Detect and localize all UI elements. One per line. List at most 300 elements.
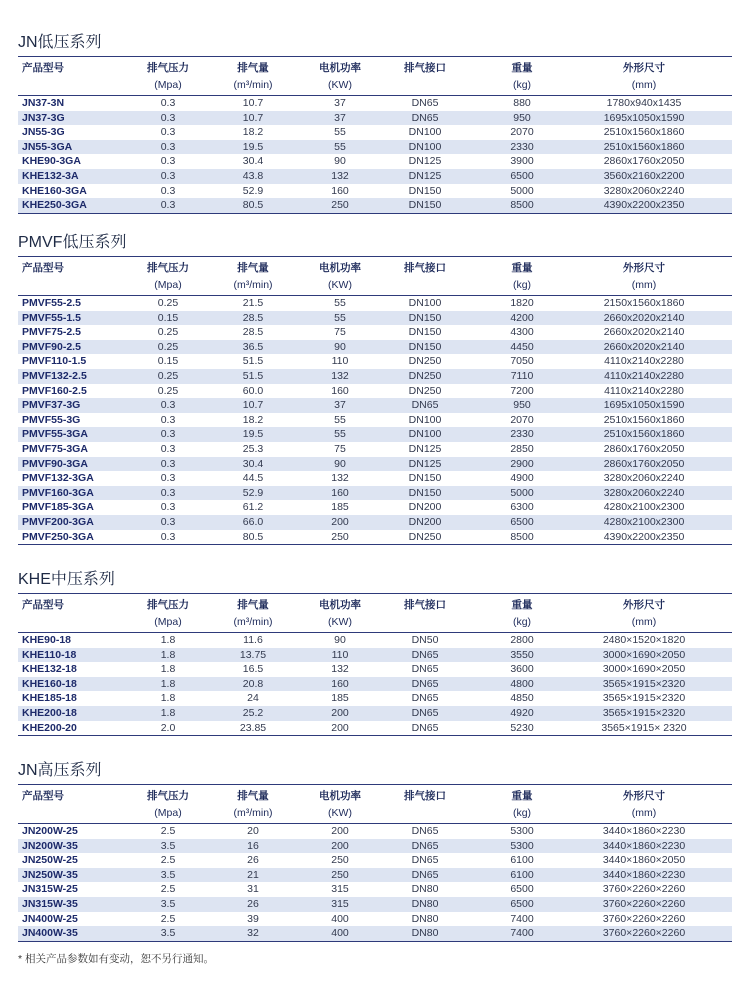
model-cell: PMVF55-2.5 (22, 297, 81, 309)
table-row (18, 169, 732, 184)
value-cell: DN125 (408, 169, 442, 182)
header-cell: 排气接口 (404, 262, 446, 274)
value-cell: 4300 (510, 326, 534, 339)
value-cell: 31 (247, 883, 259, 896)
value-cell: DN80 (411, 897, 439, 910)
value-cell: 0.3 (160, 140, 176, 153)
value-cell: 3565×1915×2320 (602, 692, 686, 705)
value-cell: 3760×2260×2260 (602, 927, 686, 940)
value-cell: 2330 (510, 428, 534, 441)
header-cell: 重量 (511, 790, 533, 802)
value-cell: 0.25 (157, 340, 179, 353)
value-cell: 4800 (510, 677, 534, 690)
model-cell: PMVF55-1.5 (22, 311, 81, 324)
value-cell: 3280x2060x2240 (603, 486, 685, 499)
value-cell: 16.5 (242, 663, 264, 676)
table-row (18, 325, 732, 340)
section-title: KHE中压系列 (18, 571, 115, 588)
table-header (18, 56, 732, 96)
table-row (18, 486, 732, 501)
table-row (18, 311, 732, 326)
value-cell: DN65 (411, 663, 439, 676)
table-header (18, 784, 732, 824)
header-unit: (mm) (631, 79, 657, 91)
model-cell: JN55-3G (22, 126, 65, 139)
value-cell: 5230 (510, 721, 534, 734)
value-cell: 7050 (510, 355, 534, 368)
model-cell: PMVF185-3GA (22, 501, 94, 514)
value-cell: 10.7 (242, 97, 264, 109)
model-cell: JN200W-35 (22, 839, 78, 852)
table-row (18, 897, 732, 912)
value-cell: DN200 (408, 515, 442, 528)
value-cell: 200 (331, 706, 349, 719)
value-cell: 3565×1915×2320 (602, 677, 686, 690)
value-cell: 3.5 (160, 897, 176, 910)
value-cell: 200 (331, 515, 349, 528)
footnote: * 相关产品参数如有变动，恕不另行通知。 (18, 953, 215, 965)
value-cell: 2660x2020x2140 (603, 311, 685, 324)
model-cell: KHE200-18 (22, 706, 77, 719)
value-cell: 3000×1690×2050 (602, 663, 686, 676)
header-unit: (m³/min) (233, 616, 273, 628)
header-unit: (KW) (328, 279, 352, 291)
value-cell: 3440×1860×2230 (602, 825, 686, 837)
header-unit: (kg) (512, 807, 532, 819)
value-cell: 44.5 (242, 472, 264, 485)
value-cell: 25.3 (242, 442, 264, 455)
value-cell: DN150 (408, 184, 442, 197)
value-cell: 1.8 (160, 648, 176, 661)
value-cell: 18.2 (242, 413, 264, 426)
header-cell: 重量 (511, 262, 533, 274)
value-cell: 25.2 (242, 706, 264, 719)
value-cell: 132 (331, 369, 349, 382)
model-cell: PMVF37-3G (22, 399, 81, 412)
value-cell: 3900 (510, 155, 534, 168)
value-cell: DN250 (408, 530, 442, 543)
table-row (18, 154, 732, 169)
value-cell: 55 (334, 297, 346, 309)
value-cell: 80.5 (242, 530, 264, 543)
value-cell: 0.25 (157, 326, 179, 339)
value-cell: 6500 (510, 169, 534, 182)
value-cell: 2660x2020x2140 (603, 326, 685, 339)
model-cell: JN315W-35 (22, 897, 78, 910)
value-cell: 32 (247, 927, 259, 940)
value-cell: 2070 (510, 413, 534, 426)
value-cell: 6100 (510, 868, 534, 881)
value-cell: 400 (331, 912, 349, 925)
value-cell: 0.15 (157, 355, 179, 368)
value-cell: 2.5 (160, 825, 176, 837)
value-cell: 3.5 (160, 839, 176, 852)
value-cell: 55 (334, 413, 346, 426)
header-unit: (KW) (328, 807, 352, 819)
value-cell: DN65 (411, 692, 439, 705)
value-cell: 6300 (510, 501, 534, 514)
table-row (18, 706, 732, 721)
value-cell: 4920 (510, 706, 534, 719)
table-row (18, 691, 732, 706)
table-row (18, 882, 732, 897)
header-unit: (Mpa) (154, 616, 182, 628)
value-cell: 4280x2100x2300 (603, 515, 685, 528)
value-cell: DN80 (411, 927, 439, 940)
value-cell: 26 (247, 854, 259, 867)
table-end-line (18, 544, 732, 545)
header-cell: 排气接口 (404, 62, 446, 74)
value-cell: 200 (331, 825, 349, 837)
model-cell: KHE160-18 (22, 677, 77, 690)
value-cell: DN150 (408, 472, 442, 485)
section-pmvf-low (18, 232, 732, 545)
value-cell: 315 (331, 897, 349, 910)
value-cell: DN125 (408, 155, 442, 168)
value-cell: DN65 (411, 706, 439, 719)
value-cell: 1.8 (160, 634, 176, 646)
table-row (18, 369, 732, 384)
value-cell: 0.3 (160, 501, 176, 514)
value-cell: 3280x2060x2240 (603, 184, 685, 197)
table-header (18, 256, 732, 296)
value-cell: 2480×1520×1820 (602, 634, 686, 646)
value-cell: 4280x2100x2300 (603, 501, 685, 514)
model-cell: KHE250-3GA (22, 199, 87, 212)
header-unit: (m³/min) (233, 807, 273, 819)
value-cell: 24 (247, 692, 259, 705)
table-row (18, 340, 732, 355)
table-header (18, 593, 732, 633)
value-cell: 21 (247, 868, 259, 881)
model-cell: PMVF90-2.5 (22, 340, 81, 353)
value-cell: 61.2 (242, 501, 264, 514)
table-row (18, 530, 732, 545)
value-cell: 3440×1860×2230 (602, 839, 686, 852)
model-cell: PMVF75-3GA (22, 442, 88, 455)
value-cell: 880 (513, 97, 531, 109)
value-cell: DN150 (408, 311, 442, 324)
header-unit: (mm) (631, 807, 657, 819)
header-cell: 排气接口 (404, 599, 446, 611)
value-cell: 6500 (510, 515, 534, 528)
header-cell: 重量 (511, 62, 533, 74)
table-row (18, 111, 732, 126)
header-unit: (kg) (512, 279, 532, 291)
header-cell: 排气压力 (147, 599, 189, 611)
value-cell: 6500 (510, 897, 534, 910)
value-cell: 132 (331, 472, 349, 485)
value-cell: 315 (331, 883, 349, 896)
header-cell: 外形尺寸 (623, 62, 665, 74)
header-unit: (mm) (631, 279, 657, 291)
header-cell: 排气量 (237, 262, 269, 274)
value-cell: DN80 (411, 912, 439, 925)
value-cell: 51.5 (242, 369, 264, 382)
section-title: PMVF低压系列 (18, 234, 127, 251)
value-cell: 2510x1560x1860 (603, 413, 685, 426)
value-cell: DN150 (408, 486, 442, 499)
table-row (18, 198, 732, 213)
value-cell: 5000 (510, 184, 534, 197)
value-cell: DN250 (408, 384, 442, 397)
value-cell: 200 (331, 721, 349, 734)
model-cell: JN55-3GA (22, 140, 73, 153)
value-cell: DN150 (408, 340, 442, 353)
value-cell: 55 (334, 311, 346, 324)
value-cell: 3550 (510, 648, 534, 661)
value-cell: 75 (334, 442, 346, 455)
table-end-line (18, 213, 732, 214)
value-cell: 3440×1860×2230 (602, 868, 686, 881)
value-cell: 7400 (510, 927, 534, 940)
model-cell: KHE132-3A (22, 169, 79, 182)
table-row (18, 662, 732, 677)
value-cell: 4390x2200x2350 (603, 530, 685, 543)
model-cell: JN315W-25 (22, 883, 78, 896)
value-cell: DN65 (411, 648, 439, 661)
value-cell: 2900 (510, 457, 534, 470)
header-cell: 外形尺寸 (623, 262, 665, 274)
value-cell: DN65 (411, 825, 439, 837)
section-jn-low (18, 32, 732, 214)
value-cell: 2150x1560x1860 (603, 297, 685, 309)
value-cell: 75 (334, 326, 346, 339)
value-cell: 0.3 (160, 472, 176, 485)
table-row (18, 442, 732, 457)
value-cell: 16 (247, 839, 259, 852)
value-cell: 2070 (510, 126, 534, 139)
header-unit: (mm) (631, 616, 657, 628)
value-cell: 6500 (510, 883, 534, 896)
header-cell: 电机功率 (319, 62, 361, 74)
header-unit: (Mpa) (154, 807, 182, 819)
value-cell: 0.3 (160, 399, 176, 412)
value-cell: 185 (331, 692, 349, 705)
value-cell: DN50 (411, 634, 439, 646)
table-row (18, 384, 732, 399)
value-cell: 11.6 (243, 634, 263, 646)
value-cell: 13.75 (239, 648, 267, 661)
value-cell: 160 (331, 384, 349, 397)
header-cell: 产品型号 (22, 262, 64, 274)
value-cell: 3.5 (160, 927, 176, 940)
value-cell: 28.5 (242, 311, 264, 324)
model-cell: KHE90-18 (22, 634, 72, 646)
value-cell: 950 (513, 111, 531, 124)
value-cell: 0.3 (160, 515, 176, 528)
value-cell: DN100 (408, 140, 442, 153)
value-cell: 200 (331, 839, 349, 852)
table-row (18, 912, 732, 927)
table-row (18, 296, 732, 311)
value-cell: 132 (331, 169, 349, 182)
value-cell: 3760×2260×2260 (602, 912, 686, 925)
value-cell: 60.0 (242, 384, 264, 397)
value-cell: 1.8 (160, 706, 176, 719)
value-cell: 18.2 (242, 126, 264, 139)
header-unit: (kg) (512, 79, 532, 91)
value-cell: 52.9 (242, 184, 264, 197)
value-cell: DN200 (408, 501, 442, 514)
value-cell: 185 (331, 501, 349, 514)
value-cell: 3760×2260×2260 (602, 883, 686, 896)
header-cell: 排气压力 (147, 262, 189, 274)
table-row (18, 677, 732, 692)
header-unit: (KW) (328, 616, 352, 628)
value-cell: 7400 (510, 912, 534, 925)
header-unit: (Mpa) (154, 79, 182, 91)
header-cell: 排气量 (237, 62, 269, 74)
value-cell: 0.3 (160, 457, 176, 470)
value-cell: 3000×1690×2050 (602, 648, 686, 661)
value-cell: DN150 (408, 326, 442, 339)
value-cell: 26 (247, 897, 259, 910)
table-row (18, 96, 732, 111)
table-row (18, 471, 732, 486)
table-row (18, 721, 732, 736)
value-cell: 1780x940x1435 (606, 97, 682, 109)
value-cell: 4110x2140x2280 (604, 369, 684, 382)
header-unit: (Mpa) (154, 279, 182, 291)
header-cell: 外形尺寸 (623, 790, 665, 802)
value-cell: 2800 (510, 634, 534, 646)
header-cell: 产品型号 (22, 599, 64, 611)
value-cell: 10.7 (242, 399, 264, 412)
value-cell: 30.4 (242, 155, 264, 168)
value-cell: 90 (334, 634, 346, 646)
value-cell: 5300 (510, 825, 534, 837)
value-cell: 0.3 (160, 530, 176, 543)
value-cell: 2.5 (160, 883, 176, 896)
value-cell: 2660x2020x2140 (603, 340, 685, 353)
value-cell: 4450 (510, 340, 534, 353)
table-row (18, 515, 732, 530)
value-cell: 3280x2060x2240 (603, 472, 685, 485)
header-unit: (kg) (512, 616, 532, 628)
header-cell: 电机功率 (319, 599, 361, 611)
model-cell: KHE200-20 (22, 721, 77, 734)
model-cell: JN37-3N (22, 97, 65, 109)
value-cell: 3565×1915× 2320 (601, 721, 687, 734)
value-cell: DN100 (408, 126, 442, 139)
value-cell: 19.5 (242, 140, 264, 153)
value-cell: 5000 (510, 486, 534, 499)
model-cell: KHE185-18 (22, 692, 77, 705)
value-cell: 4110x2140x2280 (604, 384, 684, 397)
value-cell: 55 (334, 126, 346, 139)
table-row (18, 926, 732, 941)
value-cell: 3600 (510, 663, 534, 676)
value-cell: 51.5 (242, 355, 264, 368)
value-cell: 37 (334, 97, 346, 109)
value-cell: 0.15 (157, 311, 179, 324)
table-row (18, 500, 732, 515)
value-cell: 3.5 (160, 868, 176, 881)
value-cell: 5300 (510, 839, 534, 852)
value-cell: DN125 (408, 442, 442, 455)
value-cell: DN65 (411, 854, 439, 867)
value-cell: 4390x2200x2350 (603, 199, 685, 212)
value-cell: 55 (334, 428, 346, 441)
value-cell: 52.9 (242, 486, 264, 499)
model-cell: PMVF75-2.5 (22, 326, 81, 339)
value-cell: 20.8 (242, 677, 264, 690)
value-cell: 0.3 (160, 184, 176, 197)
value-cell: 3760×2260×2260 (602, 897, 686, 910)
header-cell: 排气量 (237, 790, 269, 802)
value-cell: 0.3 (160, 155, 176, 168)
value-cell: 110 (331, 355, 349, 368)
header-cell: 排气压力 (147, 790, 189, 802)
value-cell: DN65 (411, 721, 439, 734)
table-row (18, 457, 732, 472)
value-cell: DN65 (411, 97, 439, 109)
table-row (18, 354, 732, 369)
value-cell: 37 (334, 399, 346, 412)
model-cell: KHE110-18 (22, 648, 77, 661)
value-cell: 2330 (510, 140, 534, 153)
model-cell: PMVF55-3GA (22, 428, 88, 441)
value-cell: 55 (334, 140, 346, 153)
value-cell: DN125 (408, 457, 442, 470)
value-cell: 0.3 (160, 428, 176, 441)
value-cell: 950 (513, 399, 531, 412)
value-cell: 2510x1560x1860 (603, 140, 685, 153)
value-cell: 2.5 (160, 854, 176, 867)
table-end-line (18, 735, 732, 736)
value-cell: 3440×1860×2050 (602, 854, 686, 867)
value-cell: 90 (334, 457, 346, 470)
model-cell: PMVF250-3GA (22, 530, 94, 543)
table-row (18, 853, 732, 868)
value-cell: 4200 (510, 311, 534, 324)
value-cell: 8500 (510, 199, 534, 212)
model-cell: JN400W-25 (22, 912, 78, 925)
header-cell: 排气压力 (147, 62, 189, 74)
model-cell: PMVF55-3G (22, 413, 81, 426)
value-cell: 80.5 (242, 199, 264, 212)
table-row (18, 824, 732, 839)
value-cell: 2510x1560x1860 (603, 428, 685, 441)
value-cell: 0.25 (157, 297, 179, 309)
table-row (18, 184, 732, 199)
value-cell: 132 (331, 663, 349, 676)
value-cell: 0.3 (160, 413, 176, 426)
value-cell: 1.8 (160, 677, 176, 690)
table-body (18, 96, 732, 213)
value-cell: 1.8 (160, 663, 176, 676)
table-row (18, 839, 732, 854)
value-cell: 3560x2160x2200 (603, 169, 685, 182)
value-cell: DN150 (408, 199, 442, 212)
value-cell: DN80 (411, 883, 439, 896)
value-cell: DN100 (408, 297, 442, 309)
value-cell: 0.25 (157, 369, 179, 382)
header-cell: 排气接口 (404, 790, 446, 802)
value-cell: 4900 (510, 472, 534, 485)
value-cell: 2860x1760x2050 (603, 155, 685, 168)
value-cell: 2510x1560x1860 (603, 126, 685, 139)
model-cell: KHE132-18 (22, 663, 77, 676)
model-cell: PMVF132-3GA (22, 472, 94, 485)
value-cell: 2.5 (160, 912, 176, 925)
header-unit: (m³/min) (233, 79, 273, 91)
value-cell: 8500 (510, 530, 534, 543)
table-body (18, 824, 732, 941)
value-cell: DN100 (408, 428, 442, 441)
value-cell: 400 (331, 927, 349, 940)
